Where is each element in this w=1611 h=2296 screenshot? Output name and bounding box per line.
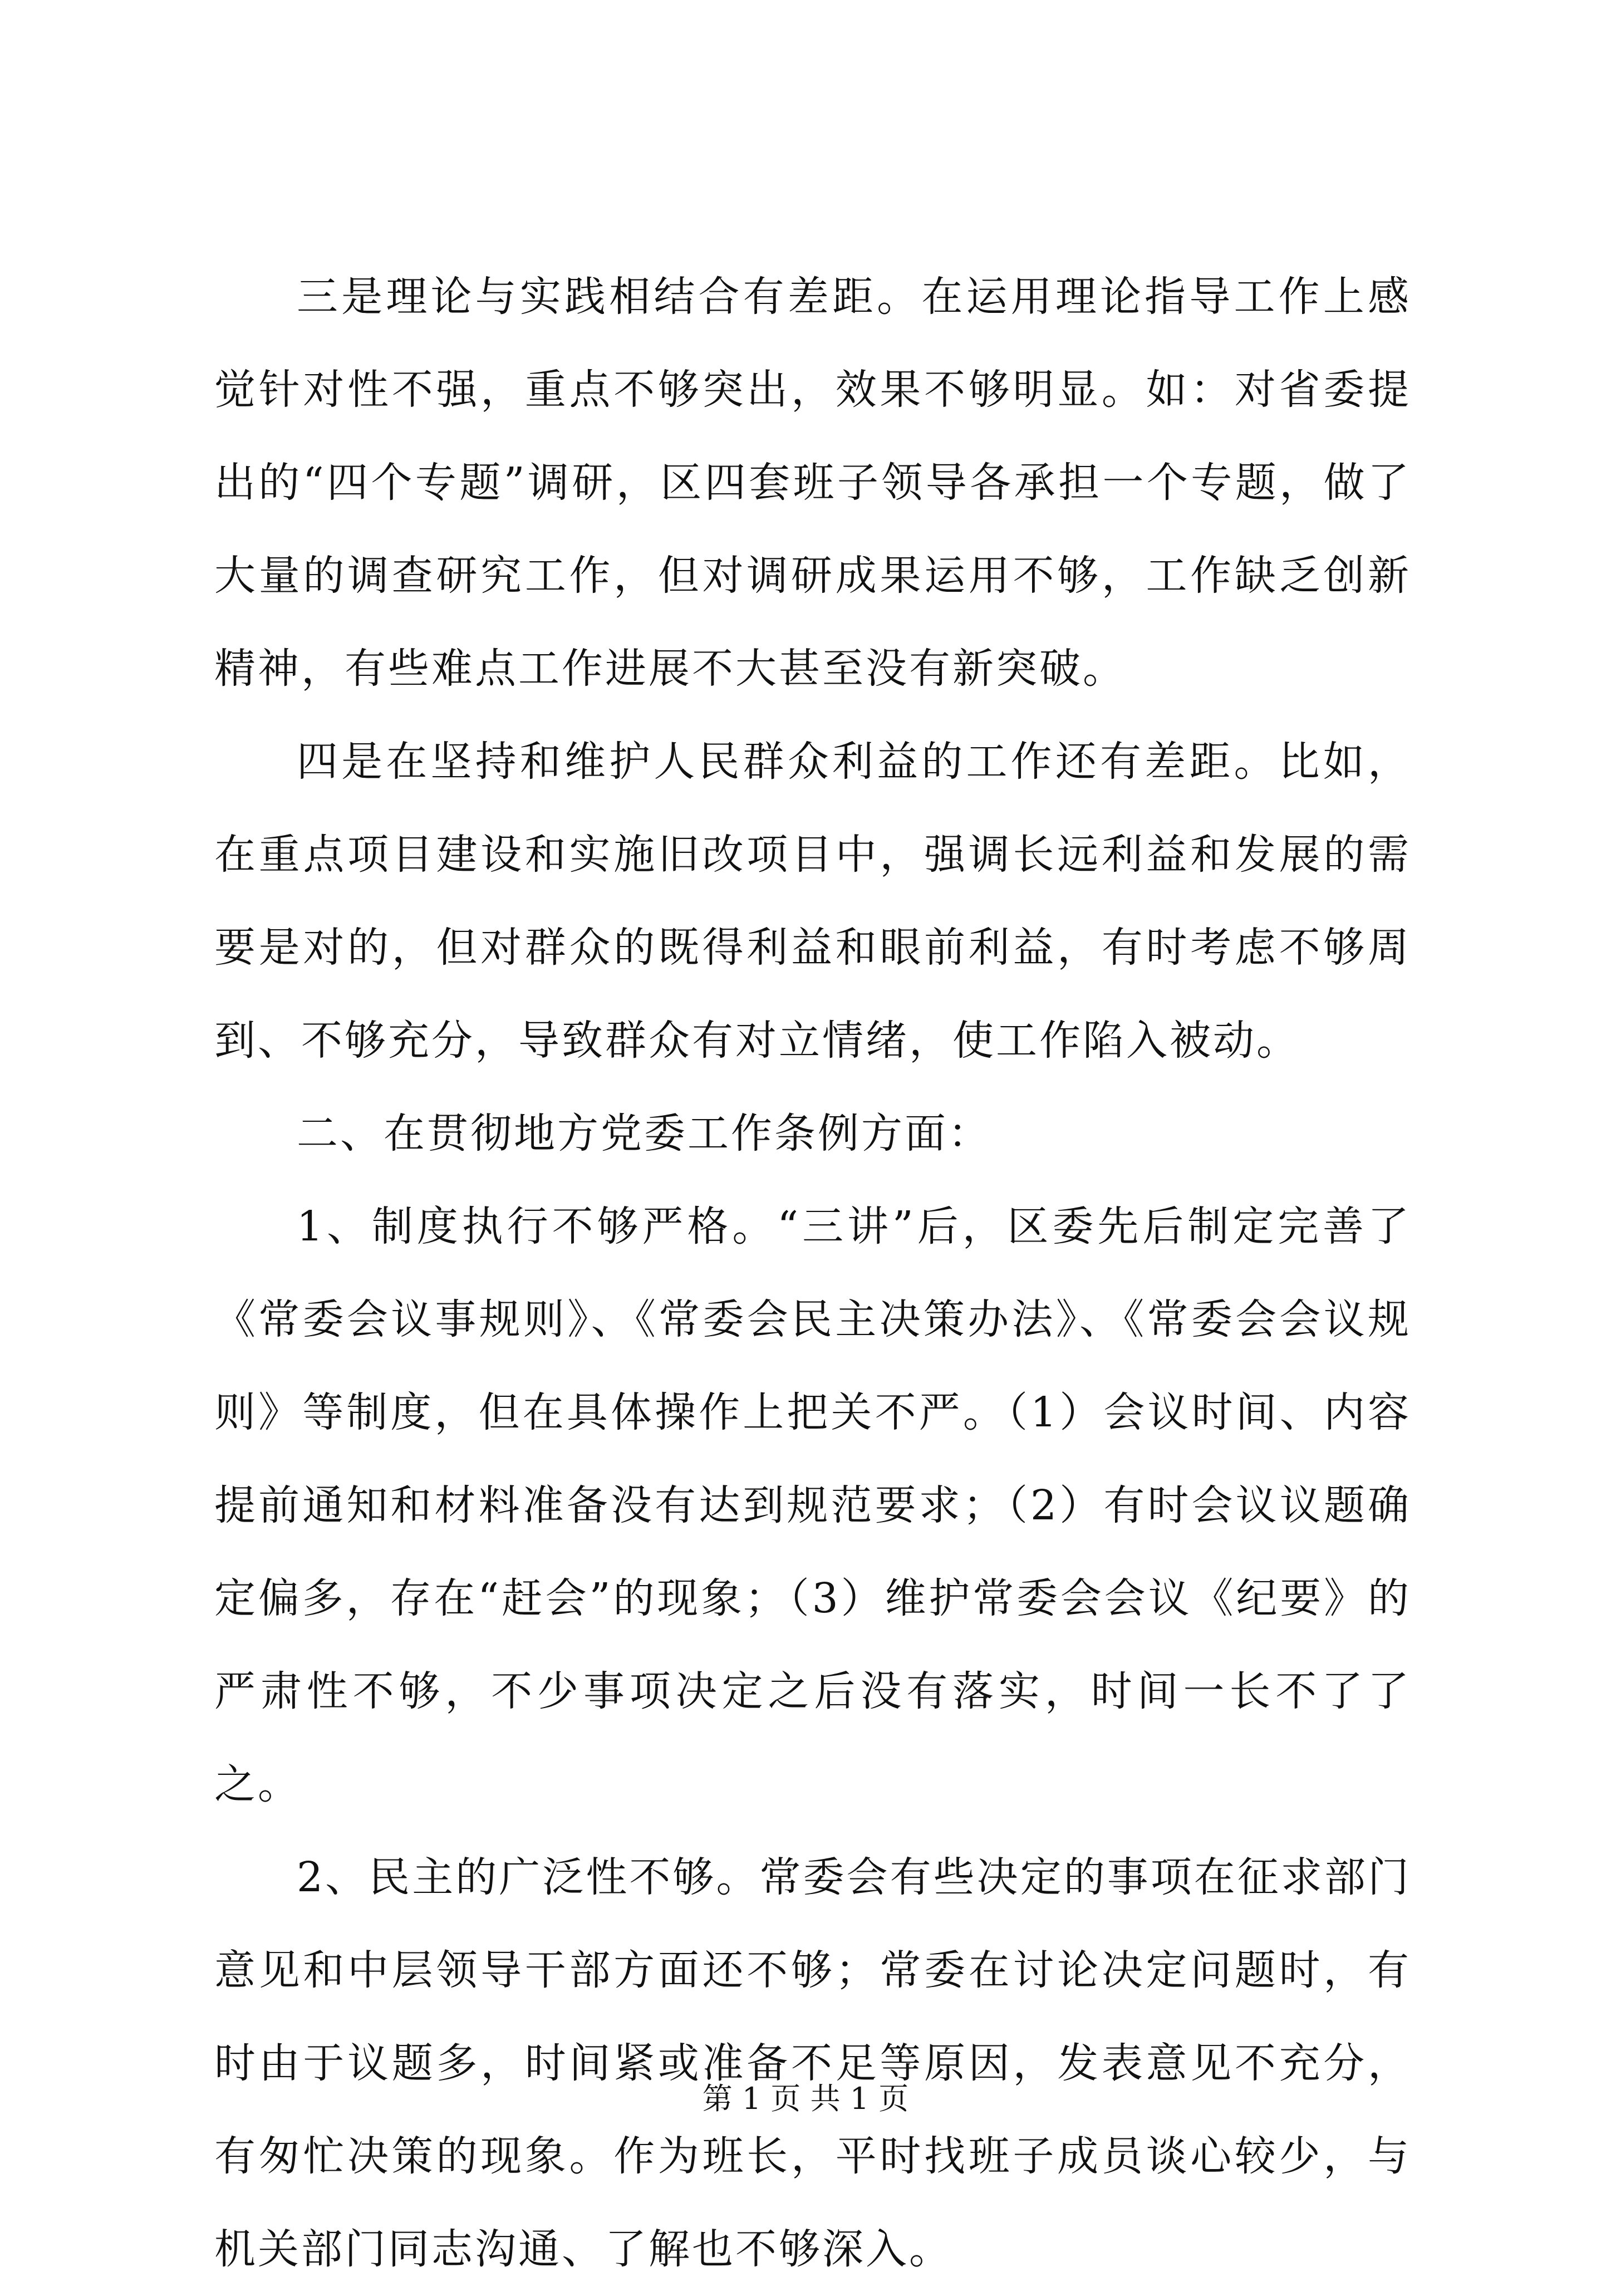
paragraph-theory-practice: 三是理论与实践相结合有差距。在运用理论指导工作上感觉针对性不强，重点不够突出，效果不够明显。如：对省委提出的“四个专题”调研，区四套班子领导各承担一个专题，做了大量的调查研究工作，但对调研成果运用不够，工作缺乏创新精神，有些难点工作进展不大甚至没有新突破。 — [214, 273, 1411, 693]
paragraph-system-execution: 1、制度执行不够严格。“三讲”后，区委先后制定完善了《常委会议事规则》、《常委会民主决策办法》、《常委会会议规则》等制度，但在具体操作上把关不严。（1）会议时间、内容提前通知和材料准备没有达到规范要求；（2）有时会议议题确定偏多，存在“赶会”的现象；（3）维护常委会会议《纪要》的严肃性不够，不少事项决定之后没有落实，时间一长不了了之。 — [214, 1203, 1411, 1808]
document-body — [214, 251, 1411, 2296]
page-number-footer: 第 1 页 共 1 页 — [702, 2081, 909, 2116]
paragraph-public-interest: 四是在坚持和维护人民群众利益的工作还有差距。比如，在重点项目建设和实施旧改项目中，强调长远利益和发展的需要是对的，但对群众的既得利益和眼前利益，有时考虑不够周到、不够充分，导致群众有对立情绪，使工作陷入被动。 — [214, 738, 1411, 1064]
section-heading-party-regulations: 二、在贯彻地方党委工作条例方面： — [297, 1110, 991, 1157]
paragraph-democracy: 2、民主的广泛性不够。常委会有些决定的事项在征求部门意见和中层领导干部方面还不够；常委在讨论决定问题时，有时由于议题多，时间紧或准备不足等原因，发表意见不充分，有匆忙决策的现象。作为班长，平时找班子成员谈心较少，与机关部门同志沟通、了解也不够深入。 — [214, 1853, 1411, 2273]
